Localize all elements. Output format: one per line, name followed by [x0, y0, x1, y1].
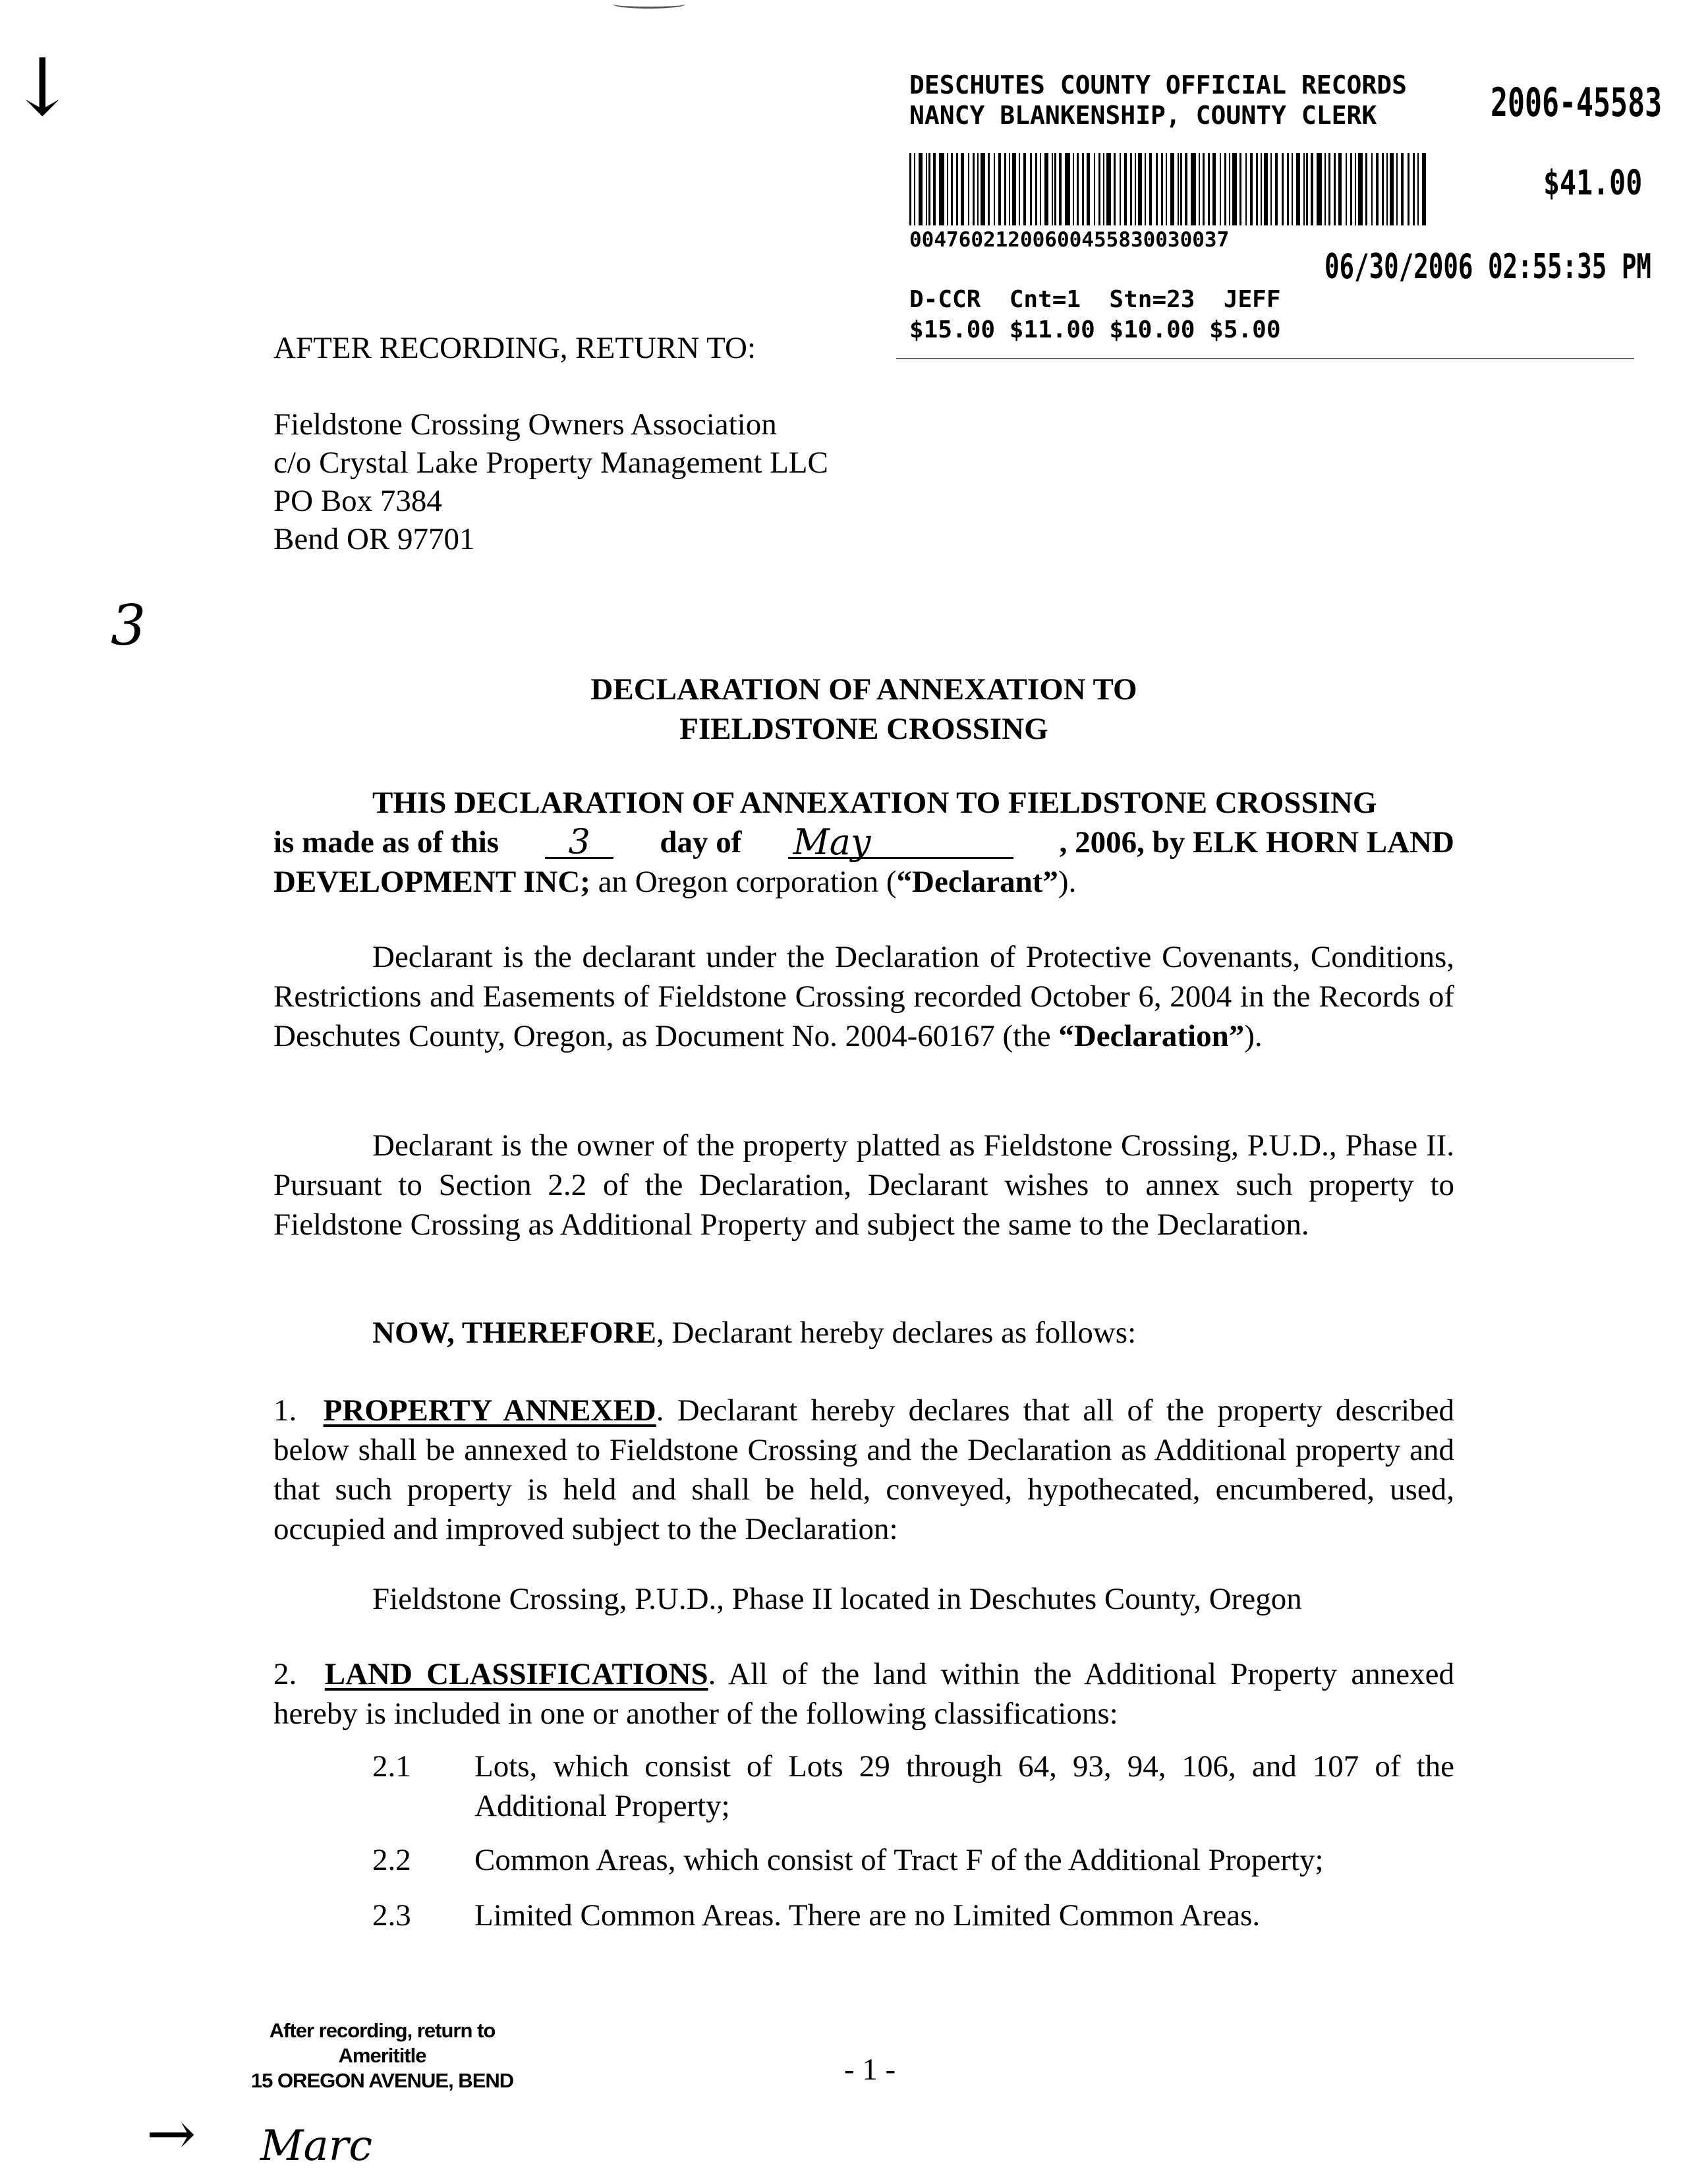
- barcode-bar: [1023, 153, 1026, 225]
- barcode-bar: [947, 153, 948, 225]
- barcode-bar: [1334, 153, 1336, 225]
- day-value: 3: [568, 823, 590, 862]
- entity-text: an Oregon corporation (: [590, 865, 897, 899]
- section-2-number: 2.: [273, 1657, 297, 1691]
- barcode-bar: [1135, 153, 1136, 225]
- address-line: PO Box 7384: [273, 484, 442, 518]
- barcode-bar: [939, 153, 944, 225]
- barcode-bar: [981, 153, 985, 225]
- barcode-bar: [973, 153, 975, 225]
- barcode-bar: [1270, 153, 1272, 225]
- barcode-bar: [1245, 153, 1247, 225]
- made-as-of: is made as of this: [273, 825, 499, 859]
- recorded-datetime: 06/30/2006 02:55:35 PM: [1324, 247, 1651, 287]
- barcode-bar: [1054, 153, 1056, 225]
- barcode-bar: [956, 153, 958, 225]
- title-line: DECLARATION OF ANNEXATION TO: [590, 672, 1137, 707]
- barcode-bar: [977, 153, 979, 225]
- barcode-bar: [1199, 153, 1200, 225]
- item-text: Common Areas, which consist of Tract F of the Additional Property;: [474, 1843, 1324, 1877]
- barcode-bar: [998, 153, 1001, 225]
- barcode-bar: [1138, 153, 1142, 225]
- classification-item: [372, 1747, 1454, 1826]
- barcode-bar: [1035, 153, 1037, 225]
- barcode-bar: [1212, 153, 1216, 225]
- barcode-bar: [1098, 153, 1100, 225]
- item-text: Lots, which consist of Lots 29 through 64, 93, 94, 106, and 107 of the Additional Property;: [474, 1749, 1454, 1823]
- document-number: 2006-45583: [1491, 80, 1663, 126]
- section-1-number: 1.: [273, 1393, 297, 1428]
- stamp-line: Amerititle: [338, 2044, 426, 2067]
- barcode-bar: [1303, 153, 1305, 225]
- barcode-bar: [933, 153, 936, 225]
- top-arrow-mark: ↓: [9, 42, 76, 134]
- barcode-bar: [1256, 153, 1258, 225]
- barcode-bar: [1166, 153, 1167, 225]
- section-1-body: . Declarant hereby declares that all of the property described below shall be annexed to Fieldstone Crossing and the Declaration as Additional property and that such property is held and shall be held, conveyed, hypothecated, encumbered, used, occupied and improved subject to the Declaration:: [273, 1393, 1454, 1546]
- barcode-bar: [1275, 153, 1278, 225]
- recording-codes: D-CCR Cnt=1 Stn=23 JEFF: [909, 286, 1281, 313]
- barcode-bar: [1149, 153, 1152, 225]
- barcode-bar: [1346, 153, 1347, 225]
- barcode-bar: [909, 153, 911, 225]
- page-number: - 1 -: [843, 2052, 896, 2087]
- barcode-bar: [1358, 153, 1363, 225]
- barcode-bar: [1224, 153, 1226, 225]
- barcode-bar: [1044, 153, 1048, 225]
- barcode-bar: [1030, 153, 1032, 225]
- barcode-bar: [1120, 153, 1121, 225]
- barcode-bar: [1019, 153, 1020, 225]
- barcode-bar: [1232, 153, 1237, 225]
- intro-line-3: [273, 862, 1454, 902]
- handwritten-name: Marc: [260, 2122, 373, 2170]
- barcode-bar: [1009, 153, 1010, 225]
- barcode-bar: [1311, 153, 1313, 225]
- barcode-bar: [1324, 153, 1326, 225]
- barcode-bar: [1191, 153, 1196, 225]
- barcode-bar: [1396, 153, 1398, 225]
- county-clerk: NANCY BLANKENSHIP, COUNTY CLERK: [909, 101, 1377, 130]
- barcode-bar: [1203, 153, 1205, 225]
- scan-artifact: [613, 0, 685, 9]
- barcode-bar: [1130, 153, 1132, 225]
- day-of: day of: [660, 825, 742, 859]
- section-1: [273, 1391, 1454, 1549]
- barcode-bar: [1264, 153, 1268, 225]
- barcode-bar: [1306, 153, 1308, 225]
- barcode-bar: [1292, 153, 1293, 225]
- barcode-bar: [1082, 153, 1084, 225]
- barcode-bar: [1156, 153, 1158, 225]
- barcode-bar: [1185, 153, 1187, 225]
- barcode-bar: [1145, 153, 1146, 225]
- entity-end: ).: [1058, 865, 1077, 899]
- recording-office: DESCHUTES COUNTY OFFICIAL RECORDS: [909, 71, 1407, 100]
- bottom-arrow-mark: →: [146, 2099, 196, 2168]
- now-therefore-line: [372, 1313, 1136, 1353]
- barcode-bar: [1040, 153, 1041, 225]
- intro-paragraph: [273, 783, 1454, 902]
- barcode-bar: [1208, 153, 1210, 225]
- barcode-bar: [914, 153, 915, 225]
- barcode-bar: [951, 153, 953, 225]
- barcode-bar: [1103, 153, 1104, 225]
- barcode-bar: [1229, 153, 1230, 225]
- recording-fees: $15.00 $11.00 $10.00 $5.00: [909, 316, 1281, 343]
- barcode-bar: [928, 153, 930, 225]
- barcode-bar: [1261, 153, 1262, 225]
- barcode-bar: [1073, 153, 1074, 225]
- barcode-bar: [1328, 153, 1330, 225]
- barcode-bar: [1296, 153, 1300, 225]
- item-number: 2.2: [372, 1843, 411, 1877]
- month-value: May: [793, 821, 871, 863]
- owner-paragraph: Declarant is the owner of the property platted as Fieldstone Crossing, P.U.D., Phase II. Pursuant to Section 2.2 of the Declaration, Declarant wishes to annex such property to Fieldstone Crossing as Additional Property and subject the same to the Declaration.: [273, 1128, 1454, 1242]
- day-blank: [545, 823, 613, 862]
- barcode-bar: [1250, 153, 1253, 225]
- barcode-bar: [968, 153, 969, 225]
- return-stamp: [224, 2018, 540, 2093]
- barcode-bar: [1282, 153, 1284, 225]
- total-fee: $41.00: [1543, 163, 1643, 203]
- property-description: Fieldstone Crossing, P.U.D., Phase II located in Deschutes County, Oregon: [372, 1582, 1302, 1616]
- barcode-bar: [1065, 153, 1070, 225]
- intro-line-2: [273, 823, 1454, 862]
- barcode-bar: [1170, 153, 1174, 225]
- barcode-bar: [1365, 153, 1367, 225]
- barcode-bar: [1390, 153, 1394, 225]
- address-line: Bend OR 97701: [273, 522, 475, 556]
- barcode-bar: [1338, 153, 1342, 225]
- section-2: [273, 1654, 1454, 1733]
- barcode-bar: [994, 153, 995, 225]
- return-to-address: [273, 405, 828, 558]
- barcode-bar: [1317, 153, 1322, 225]
- barcode-bar: [1239, 153, 1241, 225]
- barcode-bar: [1376, 153, 1379, 225]
- address-line: c/o Crystal Lake Property Management LLC: [273, 446, 828, 480]
- barcode-bar: [1401, 153, 1404, 225]
- barcode-bar: [1004, 153, 1006, 225]
- barcode-bar: [1386, 153, 1388, 225]
- barcode-bar: [1077, 153, 1079, 225]
- barcode-bar: [1114, 153, 1116, 225]
- barcode-bar: [1012, 153, 1016, 225]
- barcode-bar: [1417, 153, 1419, 225]
- handwritten-number: 3: [111, 593, 146, 658]
- stamp-line: After recording, return to: [269, 2019, 496, 2042]
- barcode-bar: [1355, 153, 1356, 225]
- declaration-term: “Declaration”: [1058, 1019, 1245, 1053]
- section-2-body: . All of the land within the Additional Property annexed hereby is included in one or another of the following classifications:: [273, 1657, 1455, 1731]
- return-to-label: AFTER RECORDING, RETURN TO:: [273, 331, 756, 365]
- barcode-bar: [988, 153, 990, 225]
- section-1-heading: PROPERTY ANNEXED: [323, 1393, 656, 1428]
- year-by: , 2006, by ELK HORN LAND: [1059, 825, 1454, 859]
- now-therefore-bold: NOW, THEREFORE: [372, 1316, 656, 1350]
- barcode-bar: [1094, 153, 1095, 225]
- barcode-bar: [1052, 153, 1053, 225]
- barcode: [909, 153, 1430, 225]
- intro-line-1: THIS DECLARATION OF ANNEXATION TO FIELDSTONE CROSSING: [372, 786, 1377, 820]
- section-2-heading: LAND CLASSIFICATIONS: [324, 1657, 708, 1691]
- stamp-divider: [896, 358, 1634, 359]
- now-therefore-rest: , Declarant hereby declares as follows:: [656, 1316, 1137, 1350]
- barcode-bar: [1287, 153, 1289, 225]
- barcode-bar: [1161, 153, 1163, 225]
- declaration-paragraph: [273, 937, 1454, 1056]
- barcode-bar: [1178, 153, 1179, 225]
- address-line: Fieldstone Crossing Owners Association: [273, 407, 777, 442]
- barcode-bar: [926, 153, 927, 225]
- barcode-bar: [1371, 153, 1373, 225]
- barcode-bar: [1350, 153, 1352, 225]
- barcode-bar: [1382, 153, 1384, 225]
- paragraph-text: Declarant is the declarant under the Declaration of Protective Covenants, Conditions, Restrictions and Easements of Fieldstone Crossing recorded October 6, 2004 in the Records of Deschutes County, Oregon, as Document No. 2004-60167 (the: [273, 940, 1454, 1053]
- classification-item: [372, 1896, 1454, 1935]
- barcode-bar: [1220, 153, 1221, 225]
- paragraph-end: ).: [1244, 1019, 1263, 1053]
- barcode-bar: [1087, 153, 1090, 225]
- barcode-bar: [1124, 153, 1127, 225]
- barcode-number: 00476021200600455830030037: [909, 228, 1230, 252]
- barcode-bar: [1422, 153, 1426, 225]
- barcode-bar: [1180, 153, 1182, 225]
- developer-name: DEVELOPMENT INC;: [273, 865, 590, 899]
- barcode-bar: [1106, 153, 1111, 225]
- item-number: 2.3: [372, 1898, 411, 1933]
- title-line: FIELDSTONE CROSSING: [679, 712, 1048, 746]
- item-text: Limited Common Areas. There are no Limited Common Areas.: [474, 1898, 1261, 1933]
- barcode-bar: [1059, 153, 1062, 225]
- month-blank: [788, 821, 1013, 863]
- declarant-term: “Declarant”: [896, 865, 1058, 899]
- document-title: [273, 670, 1454, 749]
- stamp-line: 15 OREGON AVENUE, BEND: [250, 2069, 514, 2092]
- classification-item: [372, 1840, 1454, 1880]
- barcode-bar: [919, 153, 923, 225]
- barcode-bar: [1408, 153, 1409, 225]
- item-number: 2.1: [372, 1749, 411, 1784]
- barcode-bar: [961, 153, 964, 225]
- barcode-bar: [1413, 153, 1415, 225]
